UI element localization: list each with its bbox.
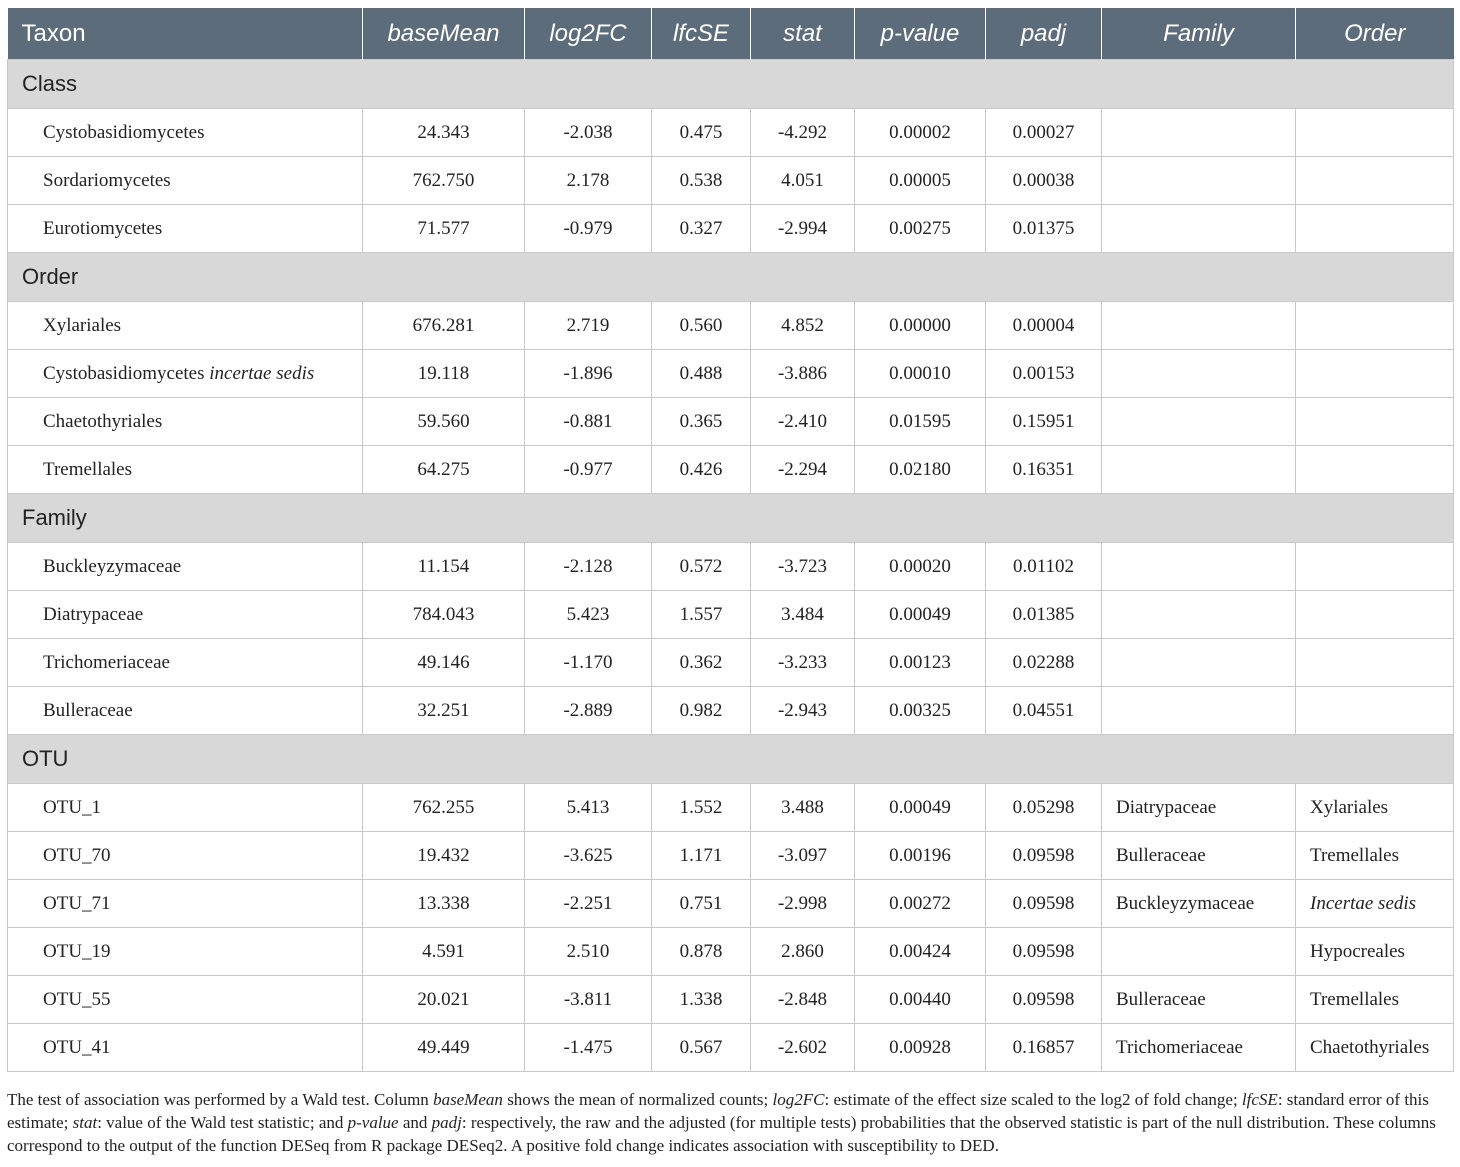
- cell-basemean: 19.118: [363, 350, 525, 398]
- footnote-segment: stat: [72, 1113, 98, 1132]
- cell-family: [1102, 639, 1296, 687]
- header-pvalue: p-value: [855, 8, 986, 60]
- cell-padj: 0.01375: [986, 205, 1102, 253]
- taxon-name: Bulleraceae: [43, 699, 133, 721]
- cell-basemean: 19.432: [363, 832, 525, 880]
- cell-log2fc: -0.977: [525, 446, 652, 494]
- cell-stat: -2.998: [751, 880, 855, 928]
- cell-basemean: 32.251: [363, 687, 525, 735]
- cell-pvalue: 0.00272: [855, 880, 986, 928]
- cell-order: Tremellales: [1296, 976, 1454, 1024]
- cell-basemean: 784.043: [363, 591, 525, 639]
- cell-order: [1296, 302, 1454, 350]
- cell-log2fc: 2.178: [525, 157, 652, 205]
- table-row: [8, 543, 1454, 591]
- table-row: [8, 880, 1454, 928]
- footnote-segment: : standard error of this estimate;: [7, 1090, 1429, 1132]
- taxon-name: Cystobasidiomycetes: [43, 121, 205, 143]
- cell-family: Trichomeriaceae: [1102, 1024, 1296, 1072]
- group-row-order: [8, 253, 1454, 302]
- cell-stat: -3.886: [751, 350, 855, 398]
- cell-log2fc: -2.251: [525, 880, 652, 928]
- cell-lfcse: 1.552: [652, 784, 751, 832]
- table-row: [8, 446, 1454, 494]
- cell-taxon: [8, 832, 363, 880]
- cell-order: Hypocreales: [1296, 928, 1454, 976]
- taxon-name: Xylariales: [43, 314, 122, 336]
- cell-order: [1296, 205, 1454, 253]
- cell-family: [1102, 591, 1296, 639]
- cell-lfcse: 0.365: [652, 398, 751, 446]
- taxon-name: Buckleyzymaceae: [43, 555, 182, 577]
- cell-order: Tremellales: [1296, 832, 1454, 880]
- cell-padj: 0.00153: [986, 350, 1102, 398]
- cell-lfcse: 0.567: [652, 1024, 751, 1072]
- cell-lfcse: 0.751: [652, 880, 751, 928]
- header-taxon: Taxon: [8, 8, 363, 60]
- cell-padj: 0.16857: [986, 1024, 1102, 1072]
- cell-lfcse: 0.560: [652, 302, 751, 350]
- footnote-segment: : value of the Wald test statistic; and: [97, 1113, 348, 1132]
- cell-basemean: 64.275: [363, 446, 525, 494]
- cell-pvalue: 0.00010: [855, 350, 986, 398]
- cell-order: [1296, 157, 1454, 205]
- cell-lfcse: 0.327: [652, 205, 751, 253]
- group-label: Class: [8, 60, 1454, 109]
- cell-stat: 3.488: [751, 784, 855, 832]
- cell-taxon: [8, 687, 363, 735]
- cell-basemean: 49.146: [363, 639, 525, 687]
- footnote-segment: shows the mean of normalized counts;: [502, 1090, 773, 1109]
- cell-padj: 0.00027: [986, 109, 1102, 157]
- deseq-results-table: [7, 8, 1454, 1072]
- cell-pvalue: 0.00325: [855, 687, 986, 735]
- cell-padj: 0.00004: [986, 302, 1102, 350]
- cell-padj: 0.16351: [986, 446, 1102, 494]
- cell-order: [1296, 543, 1454, 591]
- cell-pvalue: 0.00424: [855, 928, 986, 976]
- table-row: [8, 398, 1454, 446]
- cell-family: [1102, 928, 1296, 976]
- table-row: [8, 639, 1454, 687]
- cell-family: [1102, 109, 1296, 157]
- cell-family: [1102, 302, 1296, 350]
- cell-pvalue: 0.00049: [855, 591, 986, 639]
- table-row: [8, 687, 1454, 735]
- cell-stat: -2.994: [751, 205, 855, 253]
- footnote-segment: : estimate of the effect size scaled to the log2 of fold change;: [824, 1090, 1242, 1109]
- cell-log2fc: 5.413: [525, 784, 652, 832]
- cell-padj: 0.09598: [986, 832, 1102, 880]
- cell-lfcse: 0.426: [652, 446, 751, 494]
- table-footnote: [7, 1088, 1453, 1157]
- header-stat: stat: [751, 8, 855, 60]
- cell-taxon: [8, 976, 363, 1024]
- footnote-segment: : respectively, the raw and the adjusted (for multiple tests) probabilities that the observed statistic is part of the null distribution. These columns correspond to the output of the function DESeq from R package DESeq2. A positive fold change indicates association with susceptibility to DED.: [7, 1113, 1436, 1155]
- table-row: [8, 976, 1454, 1024]
- cell-padj: 0.04551: [986, 687, 1102, 735]
- header-log2fc: log2FC: [525, 8, 652, 60]
- header-row: [8, 8, 1454, 60]
- group-label: Family: [8, 494, 1454, 543]
- taxon-name: Trichomeriaceae: [43, 651, 170, 673]
- cell-taxon: [8, 543, 363, 591]
- taxon-name: OTU_19: [43, 940, 111, 962]
- cell-pvalue: 0.00020: [855, 543, 986, 591]
- cell-stat: -2.410: [751, 398, 855, 446]
- cell-family: Bulleraceae: [1102, 976, 1296, 1024]
- cell-stat: -4.292: [751, 109, 855, 157]
- cell-order: Xylariales: [1296, 784, 1454, 832]
- table-row: [8, 784, 1454, 832]
- cell-basemean: 676.281: [363, 302, 525, 350]
- cell-family: Bulleraceae: [1102, 832, 1296, 880]
- cell-log2fc: -1.475: [525, 1024, 652, 1072]
- cell-lfcse: 0.572: [652, 543, 751, 591]
- cell-stat: 4.051: [751, 157, 855, 205]
- cell-log2fc: -2.128: [525, 543, 652, 591]
- header-lfcse: lfcSE: [652, 8, 751, 60]
- results-table-container: [7, 8, 1453, 1072]
- cell-family: [1102, 157, 1296, 205]
- cell-log2fc: -3.811: [525, 976, 652, 1024]
- taxon-name: Sordariomycetes: [43, 169, 171, 191]
- cell-lfcse: 0.488: [652, 350, 751, 398]
- cell-taxon: [8, 928, 363, 976]
- cell-log2fc: -2.889: [525, 687, 652, 735]
- cell-padj: 0.00038: [986, 157, 1102, 205]
- cell-basemean: 49.449: [363, 1024, 525, 1072]
- table-row: [8, 109, 1454, 157]
- cell-taxon: [8, 1024, 363, 1072]
- cell-lfcse: 0.878: [652, 928, 751, 976]
- cell-order: [1296, 398, 1454, 446]
- cell-basemean: 71.577: [363, 205, 525, 253]
- footnote-segment: baseMean: [433, 1090, 503, 1109]
- cell-family: [1102, 205, 1296, 253]
- cell-taxon: [8, 591, 363, 639]
- cell-family: Diatrypaceae: [1102, 784, 1296, 832]
- cell-taxon: [8, 157, 363, 205]
- cell-padj: 0.05298: [986, 784, 1102, 832]
- footnote-segment: and: [398, 1113, 432, 1132]
- cell-order: [1296, 446, 1454, 494]
- header-padj: padj: [986, 8, 1102, 60]
- cell-taxon: [8, 109, 363, 157]
- taxon-name: Cystobasidiomycetes: [43, 362, 205, 384]
- cell-taxon: [8, 446, 363, 494]
- cell-stat: -2.294: [751, 446, 855, 494]
- cell-padj: 0.15951: [986, 398, 1102, 446]
- cell-log2fc: 2.719: [525, 302, 652, 350]
- taxon-qualifier: incertae sedis: [209, 362, 315, 384]
- cell-stat: -2.848: [751, 976, 855, 1024]
- cell-order: [1296, 639, 1454, 687]
- group-row-otu: [8, 735, 1454, 784]
- cell-order: Incertae sedis: [1296, 880, 1454, 928]
- table-row: [8, 350, 1454, 398]
- footnote-segment: lfcSE: [1241, 1090, 1278, 1109]
- cell-lfcse: 0.982: [652, 687, 751, 735]
- cell-family: [1102, 543, 1296, 591]
- taxon-name: OTU_55: [43, 988, 111, 1010]
- cell-taxon: [8, 350, 363, 398]
- cell-basemean: 24.343: [363, 109, 525, 157]
- table-row: [8, 591, 1454, 639]
- cell-taxon: [8, 784, 363, 832]
- cell-order: [1296, 687, 1454, 735]
- cell-taxon: [8, 639, 363, 687]
- table-row: [8, 302, 1454, 350]
- cell-family: [1102, 687, 1296, 735]
- cell-padj: 0.01102: [986, 543, 1102, 591]
- cell-stat: -2.602: [751, 1024, 855, 1072]
- cell-taxon: [8, 302, 363, 350]
- footnote-segment: p-value: [347, 1113, 399, 1132]
- cell-stat: -3.233: [751, 639, 855, 687]
- cell-pvalue: 0.00002: [855, 109, 986, 157]
- cell-basemean: 59.560: [363, 398, 525, 446]
- footnote-segment: padj: [431, 1113, 462, 1132]
- cell-lfcse: 1.171: [652, 832, 751, 880]
- cell-family: Buckleyzymaceae: [1102, 880, 1296, 928]
- cell-log2fc: -1.170: [525, 639, 652, 687]
- cell-basemean: 4.591: [363, 928, 525, 976]
- cell-pvalue: 0.00928: [855, 1024, 986, 1072]
- footnote-segment: log2FC: [772, 1090, 825, 1109]
- cell-lfcse: 0.538: [652, 157, 751, 205]
- taxon-name: Eurotiomycetes: [43, 217, 163, 239]
- taxon-name: Chaetothyriales: [43, 410, 163, 432]
- cell-padj: 0.01385: [986, 591, 1102, 639]
- cell-stat: 2.860: [751, 928, 855, 976]
- cell-order: [1296, 591, 1454, 639]
- cell-stat: 4.852: [751, 302, 855, 350]
- cell-pvalue: 0.01595: [855, 398, 986, 446]
- cell-stat: -2.943: [751, 687, 855, 735]
- taxon-name: OTU_41: [43, 1036, 111, 1058]
- cell-padj: 0.09598: [986, 976, 1102, 1024]
- cell-order: Chaetothyriales: [1296, 1024, 1454, 1072]
- table-row: [8, 157, 1454, 205]
- cell-log2fc: 2.510: [525, 928, 652, 976]
- cell-lfcse: 0.362: [652, 639, 751, 687]
- table-row: [8, 205, 1454, 253]
- cell-pvalue: 0.02180: [855, 446, 986, 494]
- cell-log2fc: -3.625: [525, 832, 652, 880]
- taxon-name: OTU_1: [43, 796, 102, 818]
- table-row: [8, 1024, 1454, 1072]
- group-label: OTU: [8, 735, 1454, 784]
- cell-lfcse: 1.338: [652, 976, 751, 1024]
- table-row: [8, 928, 1454, 976]
- cell-pvalue: 0.00123: [855, 639, 986, 687]
- footnote-segment: The test of association was performed by a Wald test. Column: [7, 1090, 434, 1109]
- cell-basemean: 762.750: [363, 157, 525, 205]
- group-row-class: [8, 60, 1454, 109]
- cell-taxon: [8, 880, 363, 928]
- cell-lfcse: 0.475: [652, 109, 751, 157]
- cell-log2fc: 5.423: [525, 591, 652, 639]
- cell-log2fc: -0.979: [525, 205, 652, 253]
- cell-pvalue: 0.00049: [855, 784, 986, 832]
- table-body: [8, 60, 1454, 1072]
- header-family: Family: [1102, 8, 1296, 60]
- taxon-name: Tremellales: [43, 458, 133, 480]
- table-row: [8, 832, 1454, 880]
- cell-padj: 0.02288: [986, 639, 1102, 687]
- cell-pvalue: 0.00440: [855, 976, 986, 1024]
- cell-basemean: 13.338: [363, 880, 525, 928]
- group-row-family: [8, 494, 1454, 543]
- cell-stat: -3.723: [751, 543, 855, 591]
- cell-padj: 0.09598: [986, 928, 1102, 976]
- cell-pvalue: 0.00005: [855, 157, 986, 205]
- cell-taxon: [8, 205, 363, 253]
- group-label: Order: [8, 253, 1454, 302]
- cell-log2fc: -1.896: [525, 350, 652, 398]
- cell-family: [1102, 398, 1296, 446]
- cell-family: [1102, 350, 1296, 398]
- cell-pvalue: 0.00000: [855, 302, 986, 350]
- cell-stat: 3.484: [751, 591, 855, 639]
- cell-log2fc: -2.038: [525, 109, 652, 157]
- cell-order: [1296, 109, 1454, 157]
- cell-family: [1102, 446, 1296, 494]
- cell-taxon: [8, 398, 363, 446]
- cell-basemean: 11.154: [363, 543, 525, 591]
- cell-basemean: 762.255: [363, 784, 525, 832]
- cell-log2fc: -0.881: [525, 398, 652, 446]
- cell-order: [1296, 350, 1454, 398]
- header-order: Order: [1296, 8, 1454, 60]
- cell-pvalue: 0.00275: [855, 205, 986, 253]
- taxon-name: Diatrypaceae: [43, 603, 144, 625]
- cell-stat: -3.097: [751, 832, 855, 880]
- cell-basemean: 20.021: [363, 976, 525, 1024]
- cell-pvalue: 0.00196: [855, 832, 986, 880]
- taxon-name: OTU_70: [43, 844, 111, 866]
- cell-padj: 0.09598: [986, 880, 1102, 928]
- taxon-name: OTU_71: [43, 892, 111, 914]
- cell-lfcse: 1.557: [652, 591, 751, 639]
- header-basemean: baseMean: [363, 8, 525, 60]
